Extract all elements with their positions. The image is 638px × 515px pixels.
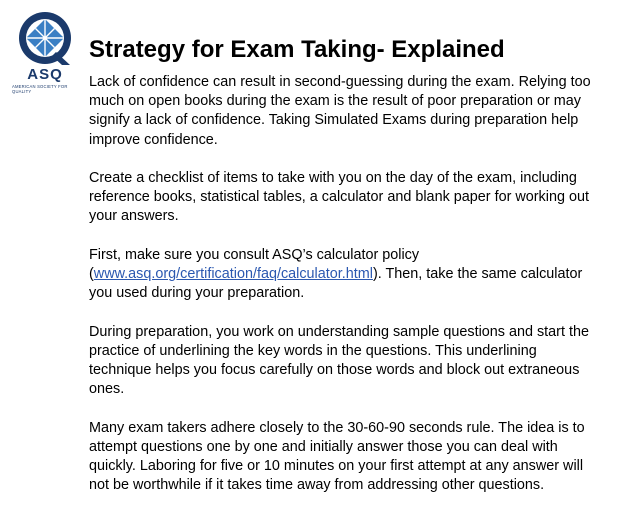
paragraph-confidence: Lack of confidence can result in second-guessing during the exam. Relying too much on open books during the exam is the result of poor preparation or may signify a lack of confidence. Taking Simulated Exams during preparation help improve confidence. — [89, 74, 591, 148]
paragraph-checklist: Create a checklist of items to take with you on the day of the exam, including reference books, statistical tables, a calculator and blank paper for working out your answers. — [89, 170, 589, 225]
paragraph-calculator-policy — [89, 246, 599, 304]
calculator-policy-text-before: First, make sure you consult ASQ’s calculator policy ( — [89, 246, 420, 282]
calculator-policy-link[interactable]: www.asq.org/certification/faq/calculator.html — [93, 266, 373, 282]
logo-tagline: AMERICAN SOCIETY FOR QUALITY — [12, 84, 68, 94]
asq-logo — [12, 10, 78, 96]
slide-title: Strategy for Exam Taking- Explained — [89, 36, 505, 63]
logo-wordmark: ASQ — [27, 66, 63, 83]
slide-body — [89, 73, 599, 515]
calculator-policy-text-after: ). Then, take the same calculator you used during your preparation. — [89, 266, 583, 302]
paragraph-underlining: During preparation, you work on understanding sample questions and start the practice of underlining the key words in the questions. This underlining technique helps you focus carefully on those words and block out extraneous ones. — [89, 323, 589, 398]
paragraph-timing-rule: Many exam takers adhere closely to the 30-60-90 seconds rule. The idea is to attempt questions one by one and initially answer those you can deal with quickly. Laboring for five or 10 minutes on your first attempt at any answer will not be worthwhile if it takes time away from addressing other questions. — [89, 419, 585, 494]
asq-emblem-icon — [12, 10, 78, 66]
